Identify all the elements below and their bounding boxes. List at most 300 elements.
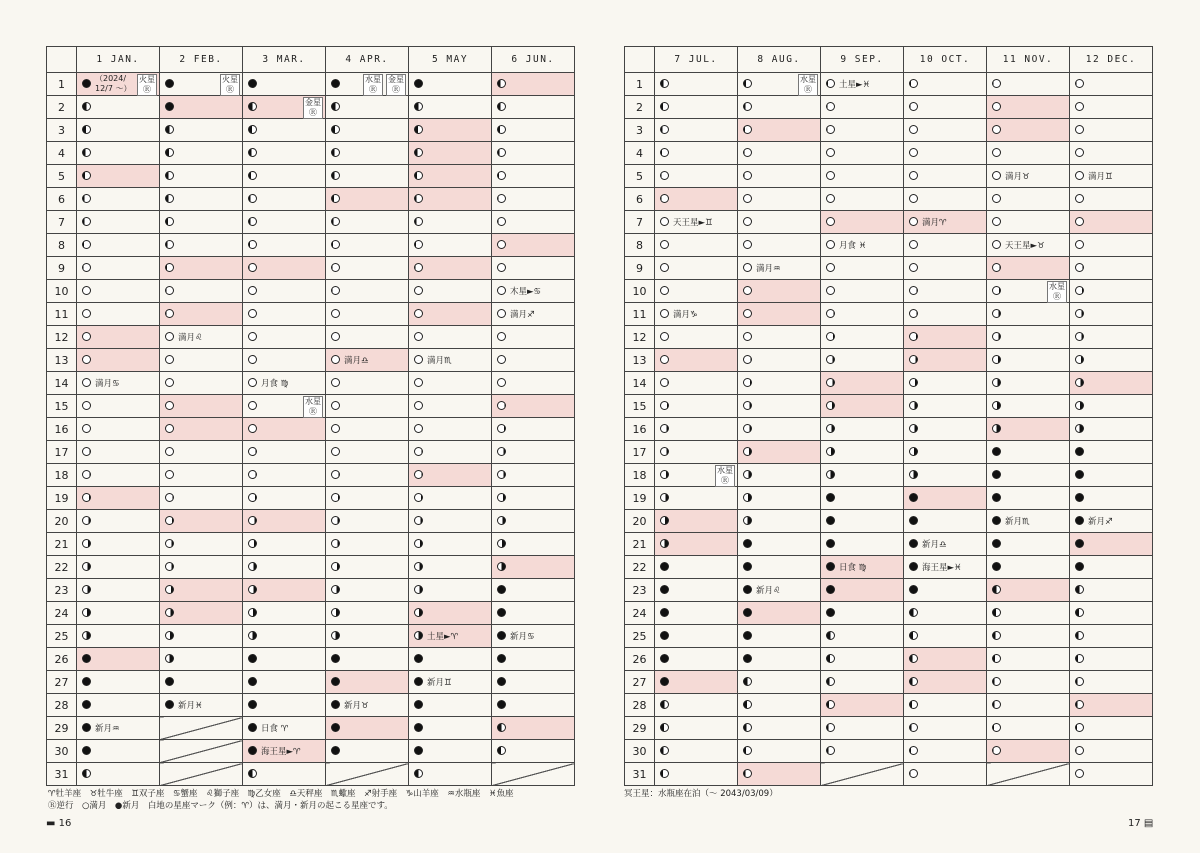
day-cell: [1070, 372, 1153, 395]
moon-phase-icon: [743, 194, 752, 203]
moon-phase-icon: [497, 493, 506, 502]
moon-phase-icon: [909, 769, 918, 778]
day-row: [47, 73, 575, 96]
day-number: 3: [47, 119, 77, 142]
calendar-event: 日食 ♍: [839, 563, 867, 573]
moon-phase-icon: [331, 562, 340, 571]
day-cell: [492, 211, 575, 234]
day-cell: [655, 579, 738, 602]
day-number: 15: [625, 395, 655, 418]
day-number: 2: [625, 96, 655, 119]
moon-phase-icon: [82, 79, 91, 88]
day-cell: [1070, 234, 1153, 257]
moon-phase-icon: [660, 194, 669, 203]
day-cell: [1070, 73, 1153, 96]
day-cell: [738, 234, 821, 257]
moon-phase-icon: [660, 309, 669, 318]
page-number-left-text: 16: [58, 818, 72, 829]
day-row: [47, 671, 575, 694]
moon-phase-icon: [1075, 424, 1084, 433]
moon-phase-icon: [1075, 700, 1084, 709]
moon-phase-icon: [660, 539, 669, 548]
day-cell: [160, 648, 243, 671]
day-cell: [409, 73, 492, 96]
moon-phase-icon: [826, 746, 835, 755]
day-cell: [738, 648, 821, 671]
moon-phase-icon: [497, 424, 506, 433]
day-cell: [492, 671, 575, 694]
moon-phase-icon: [248, 677, 257, 686]
day-cell: [904, 188, 987, 211]
day-number: 9: [47, 257, 77, 280]
moon-phase-icon: [82, 562, 91, 571]
page-number-left: ▬ 16: [46, 818, 72, 829]
day-cell: [243, 625, 326, 648]
moon-phase-icon: [248, 516, 257, 525]
moon-phase-icon: [331, 585, 340, 594]
moon-phase-icon: [743, 102, 752, 111]
day-cell: [409, 188, 492, 211]
moon-phase-icon: [331, 217, 340, 226]
day-cell: [492, 648, 575, 671]
day-cell: [1070, 487, 1153, 510]
day-cell: [655, 464, 738, 487]
day-cell: [243, 395, 326, 418]
day-number: 5: [625, 165, 655, 188]
day-cell: [738, 188, 821, 211]
moon-phase-icon: [248, 424, 257, 433]
day-cell: [904, 349, 987, 372]
moon-phase-icon: [82, 700, 91, 709]
day-cell: [821, 372, 904, 395]
moon-phase-icon: [992, 125, 1001, 134]
moon-phase-icon: [248, 562, 257, 571]
moon-phase-icon: [1075, 125, 1084, 134]
day-cell: [821, 211, 904, 234]
retrograde-symbol: Ⓡ: [721, 476, 729, 485]
day-cell: [492, 349, 575, 372]
moon-phase-icon: [248, 309, 257, 318]
moon-phase-icon: [497, 378, 506, 387]
day-cell: [655, 303, 738, 326]
moon-phase-icon: [1075, 102, 1084, 111]
day-cell: [160, 326, 243, 349]
day-cell: [243, 602, 326, 625]
day-cell: [987, 142, 1070, 165]
day-cell: [243, 556, 326, 579]
moon-phase-icon: [414, 79, 423, 88]
moon-phase-icon: [909, 263, 918, 272]
moon-phase-icon: [414, 516, 423, 525]
corner-cell: [47, 47, 77, 73]
day-cell: [738, 533, 821, 556]
moon-phase-icon: [992, 424, 1001, 433]
calendar-event: 土星►♓: [839, 80, 871, 90]
day-cell: [1070, 142, 1153, 165]
moon-phase-icon: [331, 332, 340, 341]
moon-phase-icon: [82, 217, 91, 226]
moon-phase-icon: [992, 654, 1001, 663]
moon-phase-icon: [248, 217, 257, 226]
day-cell: [77, 648, 160, 671]
moon-phase-icon: [497, 102, 506, 111]
day-row: [47, 119, 575, 142]
day-number: 1: [47, 73, 77, 96]
day-number: 27: [625, 671, 655, 694]
day-cell: [160, 257, 243, 280]
day-cell: [655, 165, 738, 188]
day-row: [47, 418, 575, 441]
moon-phase-icon: [248, 539, 257, 548]
moon-phase-icon: [1075, 148, 1084, 157]
day-cell: [904, 763, 987, 786]
moon-phase-icon: [826, 631, 835, 640]
day-cell: [326, 487, 409, 510]
day-cell: [492, 280, 575, 303]
moon-phase-icon: [82, 769, 91, 778]
moon-phase-icon: [248, 631, 257, 640]
day-cell: [492, 142, 575, 165]
moon-phase-icon: [909, 125, 918, 134]
moon-phase-icon: [992, 493, 1001, 502]
moon-phase-icon: [331, 148, 340, 157]
moon-phase-icon: [331, 493, 340, 502]
moon-phase-icon: [826, 608, 835, 617]
moon-phase-icon: [1075, 746, 1084, 755]
moon-phase-icon: [992, 539, 1001, 548]
day-cell: [492, 441, 575, 464]
day-row: [47, 142, 575, 165]
calendar-event: 土星►♈: [427, 632, 459, 642]
moon-phase-icon: [909, 332, 918, 341]
day-cell: [77, 717, 160, 740]
pluto-note: 冥王星：水瓶座在泊（～ 2043/03/09）: [624, 789, 778, 799]
day-row: [625, 602, 1153, 625]
day-cell: [492, 556, 575, 579]
moon-phase-icon: [909, 608, 918, 617]
day-cell: [904, 142, 987, 165]
moon-phase-icon: [414, 125, 423, 134]
planet-name: 金星: [388, 75, 404, 84]
moon-phase-icon: [660, 493, 669, 502]
day-cell: [160, 625, 243, 648]
moon-phase-icon: [331, 470, 340, 479]
day-cell: [77, 349, 160, 372]
day-cell: [492, 372, 575, 395]
moon-phase-icon: [414, 677, 423, 686]
moon-phase-icon: [743, 516, 752, 525]
day-cell: [1070, 602, 1153, 625]
moon-phase-icon: [165, 424, 174, 433]
day-cell: [492, 257, 575, 280]
month-header: 8 AUG.: [738, 47, 821, 73]
day-cell: [821, 119, 904, 142]
moon-phase-icon: [165, 148, 174, 157]
day-cell: [655, 602, 738, 625]
day-cell: [987, 257, 1070, 280]
day-cell: [655, 763, 738, 786]
day-number: 28: [625, 694, 655, 717]
moon-phase-icon: [497, 194, 506, 203]
moon-phase-icon: [909, 240, 918, 249]
page-number-right: 17 ▤: [1128, 818, 1154, 829]
moon-phase-icon: [82, 516, 91, 525]
moon-phase-icon: [909, 723, 918, 732]
day-cell: [160, 73, 243, 96]
day-cell: [655, 188, 738, 211]
day-cell: [655, 671, 738, 694]
day-cell: [492, 96, 575, 119]
day-cell: [655, 533, 738, 556]
moon-phase-icon: [660, 332, 669, 341]
moon-phase-icon: [660, 125, 669, 134]
day-cell: [987, 579, 1070, 602]
page-number-right-text: 17: [1128, 818, 1141, 829]
calendar-event: 月食 ♓: [839, 241, 867, 251]
day-cell: [160, 165, 243, 188]
day-cell: [904, 510, 987, 533]
moon-phase-icon: [497, 171, 506, 180]
day-number: 3: [625, 119, 655, 142]
month-header: 4 APR.: [326, 47, 409, 73]
day-cell: [987, 740, 1070, 763]
moon-phase-icon: [497, 332, 506, 341]
moon-phase-icon: [660, 677, 669, 686]
day-cell: [1070, 119, 1153, 142]
legend-signs: ♈牡羊座 ♉牡牛座 ♊双子座 ♋蟹座 ♌獅子座 ♍乙女座 ♎天秤座 ♏蠍座 ♐射手座 ♑山羊座 ♒水瓶座 ♓魚座: [48, 789, 514, 799]
moon-phase-icon: [1075, 654, 1084, 663]
day-cell: [243, 510, 326, 533]
moon-phase-icon: [743, 447, 752, 456]
moon-phase-icon: [1075, 493, 1084, 502]
calendar-event: 満月♊: [1088, 172, 1113, 182]
moon-phase-icon: [248, 79, 257, 88]
day-cell: [77, 763, 160, 786]
moon-phase-icon: [909, 194, 918, 203]
day-cell: [160, 142, 243, 165]
calendar-event: 新月♒: [95, 724, 120, 734]
day-row: [47, 395, 575, 418]
day-cell: [1070, 694, 1153, 717]
day-row: [47, 556, 575, 579]
moon-phase-icon: [497, 677, 506, 686]
moon-phase-icon: [660, 424, 669, 433]
moon-phase-icon: [660, 746, 669, 755]
day-cell: [904, 280, 987, 303]
day-cell: [987, 694, 1070, 717]
day-number: 14: [47, 372, 77, 395]
moon-phase-icon: [743, 286, 752, 295]
moon-phase-icon: [248, 769, 257, 778]
moon-phase-icon: [992, 677, 1001, 686]
day-row: [47, 533, 575, 556]
moon-phase-icon: [660, 470, 669, 479]
day-number: 18: [625, 464, 655, 487]
moon-phase-icon: [743, 401, 752, 410]
day-cell: [821, 510, 904, 533]
moon-phase-icon: [743, 240, 752, 249]
moon-phase-icon: [743, 562, 752, 571]
day-number: 27: [47, 671, 77, 694]
day-cell: [160, 464, 243, 487]
day-number: 20: [47, 510, 77, 533]
day-cell: [987, 395, 1070, 418]
day-number: 17: [625, 441, 655, 464]
day-number: 29: [47, 717, 77, 740]
moon-phase-icon: [826, 378, 835, 387]
day-cell: [160, 395, 243, 418]
moon-phase-icon: [743, 79, 752, 88]
moon-phase-icon: [414, 194, 423, 203]
day-cell: [738, 96, 821, 119]
day-cell: [326, 73, 409, 96]
day-cell: [655, 257, 738, 280]
day-cell: [1070, 441, 1153, 464]
day-cell: [326, 142, 409, 165]
day-cell: [821, 625, 904, 648]
day-cell: [987, 280, 1070, 303]
day-cell: [409, 234, 492, 257]
day-cell: [409, 694, 492, 717]
day-cell: [1070, 579, 1153, 602]
day-cell: [821, 694, 904, 717]
day-cell: [1070, 763, 1153, 786]
moon-phase-icon: [497, 516, 506, 525]
moon-phase-icon: [82, 654, 91, 663]
calendar-event: 満月♏: [427, 356, 452, 366]
moon-phase-icon: [660, 585, 669, 594]
moon-phase-icon: [743, 769, 752, 778]
moon-phase-icon: [826, 355, 835, 364]
day-cell: [738, 418, 821, 441]
moon-phase-icon: [497, 746, 506, 755]
moon-phase-icon: [992, 723, 1001, 732]
calendar-event: 新月♎: [922, 540, 947, 550]
day-number: 5: [47, 165, 77, 188]
day-cell: [904, 625, 987, 648]
moon-phase-icon: [826, 493, 835, 502]
day-row: [47, 303, 575, 326]
day-row: [625, 579, 1153, 602]
day-number: 31: [625, 763, 655, 786]
day-cell: [160, 740, 243, 763]
day-cell: [987, 717, 1070, 740]
day-cell: [160, 763, 243, 786]
day-cell: [409, 372, 492, 395]
day-row: [625, 349, 1153, 372]
moon-phase-icon: [165, 539, 174, 548]
moon-phase-icon: [497, 263, 506, 272]
planet-name: 水星: [365, 75, 381, 84]
moon-phase-icon: [992, 240, 1001, 249]
moon-phase-icon: [660, 608, 669, 617]
moon-phase-icon: [497, 240, 506, 249]
day-cell: [904, 165, 987, 188]
day-cell: [326, 602, 409, 625]
moon-phase-icon: [414, 562, 423, 571]
moon-phase-icon: [497, 654, 506, 663]
moon-phase-icon: [660, 217, 669, 226]
moon-phase-icon: [165, 355, 174, 364]
moon-phase-icon: [331, 194, 340, 203]
day-cell: [738, 556, 821, 579]
day-cell: [326, 625, 409, 648]
day-cell: [492, 579, 575, 602]
day-cell: [655, 510, 738, 533]
moon-phase-icon: [497, 723, 506, 732]
moon-phase-icon: [331, 539, 340, 548]
day-cell: [1070, 257, 1153, 280]
moon-phase-icon: [165, 493, 174, 502]
day-cell: [492, 395, 575, 418]
calendar-event: 満月♋: [95, 379, 120, 389]
moon-phase-icon: [165, 194, 174, 203]
moon-phase-icon: [165, 378, 174, 387]
month-header: 10 OCT.: [904, 47, 987, 73]
moon-phase-icon: [331, 608, 340, 617]
calendar-event: 満月♎: [344, 356, 369, 366]
day-cell: [1070, 211, 1153, 234]
day-cell: [492, 740, 575, 763]
moon-phase-icon: [414, 378, 423, 387]
day-cell: [655, 349, 738, 372]
day-row: [47, 740, 575, 763]
moon-phase-icon: [248, 125, 257, 134]
moon-phase-icon: [248, 378, 257, 387]
moon-phase-icon: [660, 700, 669, 709]
day-cell: [243, 717, 326, 740]
day-number: 21: [625, 533, 655, 556]
day-cell: [409, 602, 492, 625]
day-cell: [1070, 96, 1153, 119]
day-cell: [1070, 717, 1153, 740]
day-cell: [738, 73, 821, 96]
day-cell: [1070, 671, 1153, 694]
moon-phase-icon: [248, 493, 257, 502]
moon-phase-icon: [331, 355, 340, 364]
moon-phase-icon: [165, 102, 174, 111]
moon-phase-icon: [660, 240, 669, 249]
moon-phase-icon: [826, 309, 835, 318]
moon-phase-icon: [331, 125, 340, 134]
day-cell: [492, 717, 575, 740]
moon-phase-icon: [165, 217, 174, 226]
moon-phase-icon: [660, 723, 669, 732]
moon-phase-icon: [82, 309, 91, 318]
planet-retrograde-marker: [303, 97, 323, 119]
day-cell: [326, 188, 409, 211]
day-number: 15: [47, 395, 77, 418]
day-cell: [409, 671, 492, 694]
day-number: 6: [625, 188, 655, 211]
moon-phase-icon: [992, 355, 1001, 364]
moon-phase-icon: [1075, 79, 1084, 88]
day-number: 30: [47, 740, 77, 763]
moon-phase-icon: [743, 677, 752, 686]
day-cell: [160, 234, 243, 257]
day-cell: [821, 326, 904, 349]
day-cell: [160, 96, 243, 119]
day-cell: [243, 487, 326, 510]
day-cell: [243, 188, 326, 211]
day-cell: [655, 372, 738, 395]
day-cell: [987, 533, 1070, 556]
moon-phase-icon: [497, 562, 506, 571]
planet-retrograde-marker: [220, 74, 240, 96]
month-header: 2 FEB.: [160, 47, 243, 73]
day-number: 10: [47, 280, 77, 303]
day-cell: [821, 257, 904, 280]
